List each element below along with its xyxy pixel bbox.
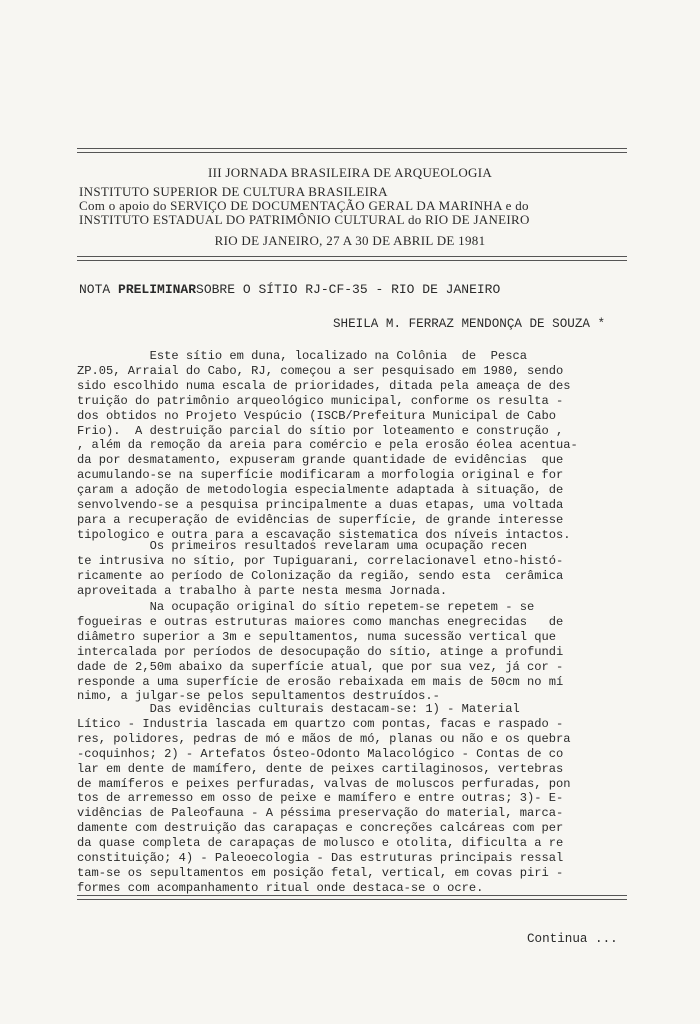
- paragraph-line: ZP.05, Arraial do Cabo, RJ, começou a ser pesquisado em 1980, sendo: [77, 363, 564, 378]
- paragraph-line: tipologico e outra para a escavação sistematica dos níveis intactos.: [77, 527, 571, 542]
- paragraph-line: senvolvendo-se a pesquisa principalmente a duas etapas, uma voltada: [77, 498, 564, 513]
- paragraph-line: aproveitada a trabalho à parte nesta mesma Jornada.: [77, 583, 448, 598]
- paragraph-line: dade de 2,50m abaixo da superfície atual, que por sua vez, já cor -: [77, 659, 564, 674]
- title-emphasis: PRELIMINAR: [118, 282, 197, 297]
- paragraph-line: sido escolhido numa escala de prioridades, ditada pela ameaça de des: [77, 378, 571, 393]
- paragraph-line: nimo, a julgar-se pelos sepultamentos destruídos.-: [77, 689, 440, 704]
- paragraph-2: [77, 539, 627, 599]
- continue-note: Continua ...: [527, 932, 618, 946]
- paragraph-line: tos de arremesso em osso de peixe e mamífero e entre outras; 3)- E-: [77, 791, 564, 806]
- org-line-1: INSTITUTO SUPERIOR DE CULTURA BRASILEIRA: [79, 184, 388, 199]
- paragraph-line: para a recuperação de evidências de superfície, de grande interesse: [77, 512, 564, 527]
- paragraph-line: lar em dente de mamífero, dente de peixes cartilaginosos, vertebras: [77, 761, 564, 776]
- paragraph-line: de mamíferos e peixes perfuradas, valvas de moluscos perfuradas, pon: [77, 776, 571, 791]
- paragraph-line: fogueiras e outras estruturas maiores como manchas enegrecidas de: [77, 614, 564, 629]
- paragraph-line: Os primeiros resultados revelaram uma ocupação recen: [77, 539, 527, 553]
- paragraph-line: da por desmatamento, expuseram grande quantidade de evidências que: [77, 453, 564, 468]
- title-prefix: NOTA: [79, 282, 119, 297]
- org-line-2: Com o apoio do SERVIÇO DE DOCUMENTAÇÃO GERAL DA MARINHA e do: [79, 198, 529, 213]
- paragraph-1: [77, 349, 627, 543]
- paragraph-line: Lítico - Industria lascada em quartzo com pontas, facas e raspado -: [77, 716, 564, 731]
- paragraph-line: te intrusiva no sítio, por Tupiguarani, correlacionavel etno-histó-: [77, 553, 564, 568]
- author-name: SHEILA M. FERRAZ MENDONÇA DE SOUZA *: [333, 317, 606, 331]
- paragraph-line: çaram a adoção de metodologia especialmente adaptada à situação, de: [77, 483, 564, 498]
- paragraph-line: Na ocupação original do sítio repetem-se repetem - se: [77, 600, 535, 614]
- paragraph-line: truição do patrimônio arqueológico municipal, conforme os resulta -: [77, 393, 564, 408]
- paragraph-line: formes com acompanhamento ritual onde destaca-se o ocre.: [77, 880, 484, 895]
- paragraph-3: [77, 600, 627, 704]
- paragraph-line: responde a uma superfície de erosão rebaixada em mais de 50cm no mí: [77, 674, 564, 689]
- paragraph-line: Este sítio em duna, localizado na Colônia de Pesca: [77, 349, 527, 363]
- paragraph-line: , além da remoção da areia para comércio e pela erosão éolea acentua-: [77, 438, 578, 453]
- paragraph-line: constituição; 4) - Paleoecologia - Das estruturas principais ressal: [77, 851, 564, 866]
- title-rest: SOBRE O SÍTIO RJ-CF-35 - RIO DE JANEIRO: [196, 282, 501, 297]
- paragraph-line: diâmetro superior a 3m e sepultamentos, numa sucessão vertical que: [77, 629, 556, 644]
- paragraph-line: acumulando-se na superfície modificaram a morfologia original e for: [77, 468, 564, 483]
- paragraph-4: [77, 702, 627, 896]
- document-title: [79, 283, 500, 297]
- event-title: III JORNADA BRASILEIRA DE ARQUEOLOGIA: [207, 165, 493, 180]
- paragraph-line: damente com destruição das carapaças e concreções calcáreas com per: [77, 821, 564, 836]
- paragraph-line: res, polidores, pedras de mó e mãos de mó, planas ou não e os quebra: [77, 731, 571, 746]
- paragraph-line: Frio). A destruição parcial do sítio por loteamento e construção ,: [77, 423, 564, 438]
- paragraph-line: da quase completa de carapaças de molusco e otolita, dificulta a re: [77, 836, 564, 851]
- paragraph-line: vidências de Paleofauna - A péssima preservação do material, marca-: [77, 806, 564, 821]
- paragraph-line: -coquinhos; 2) - Artefatos Ósteo-Odonto Malacológico - Contas de co: [77, 746, 564, 761]
- paragraph-line: dos obtidos no Projeto Vespúcio (ISCB/Prefeitura Municipal de Cabo: [77, 408, 556, 423]
- bottom-separator-rule: [77, 895, 627, 900]
- paragraph-line: intercalada por períodos de desocupação do sítio, atinge a profundi: [77, 644, 564, 659]
- top-separator-rule: [77, 148, 627, 153]
- org-line-3: INSTITUTO ESTADUAL DO PATRIMÔNIO CULTURAL do RIO DE JANEIRO: [79, 212, 530, 227]
- paragraph-line: Das evidências culturais destacam-se: 1) - Material: [77, 702, 520, 716]
- header-separator-rule: [77, 256, 627, 261]
- paragraph-line: ricamente ao período de Colonização da região, sendo esta cerâmica: [77, 568, 564, 583]
- paragraph-line: tam-se os sepultamentos em posição fetal, vertical, em covas piri -: [77, 865, 564, 880]
- place-date: RIO DE JANEIRO, 27 A 30 DE ABRIL DE 1981: [214, 233, 486, 248]
